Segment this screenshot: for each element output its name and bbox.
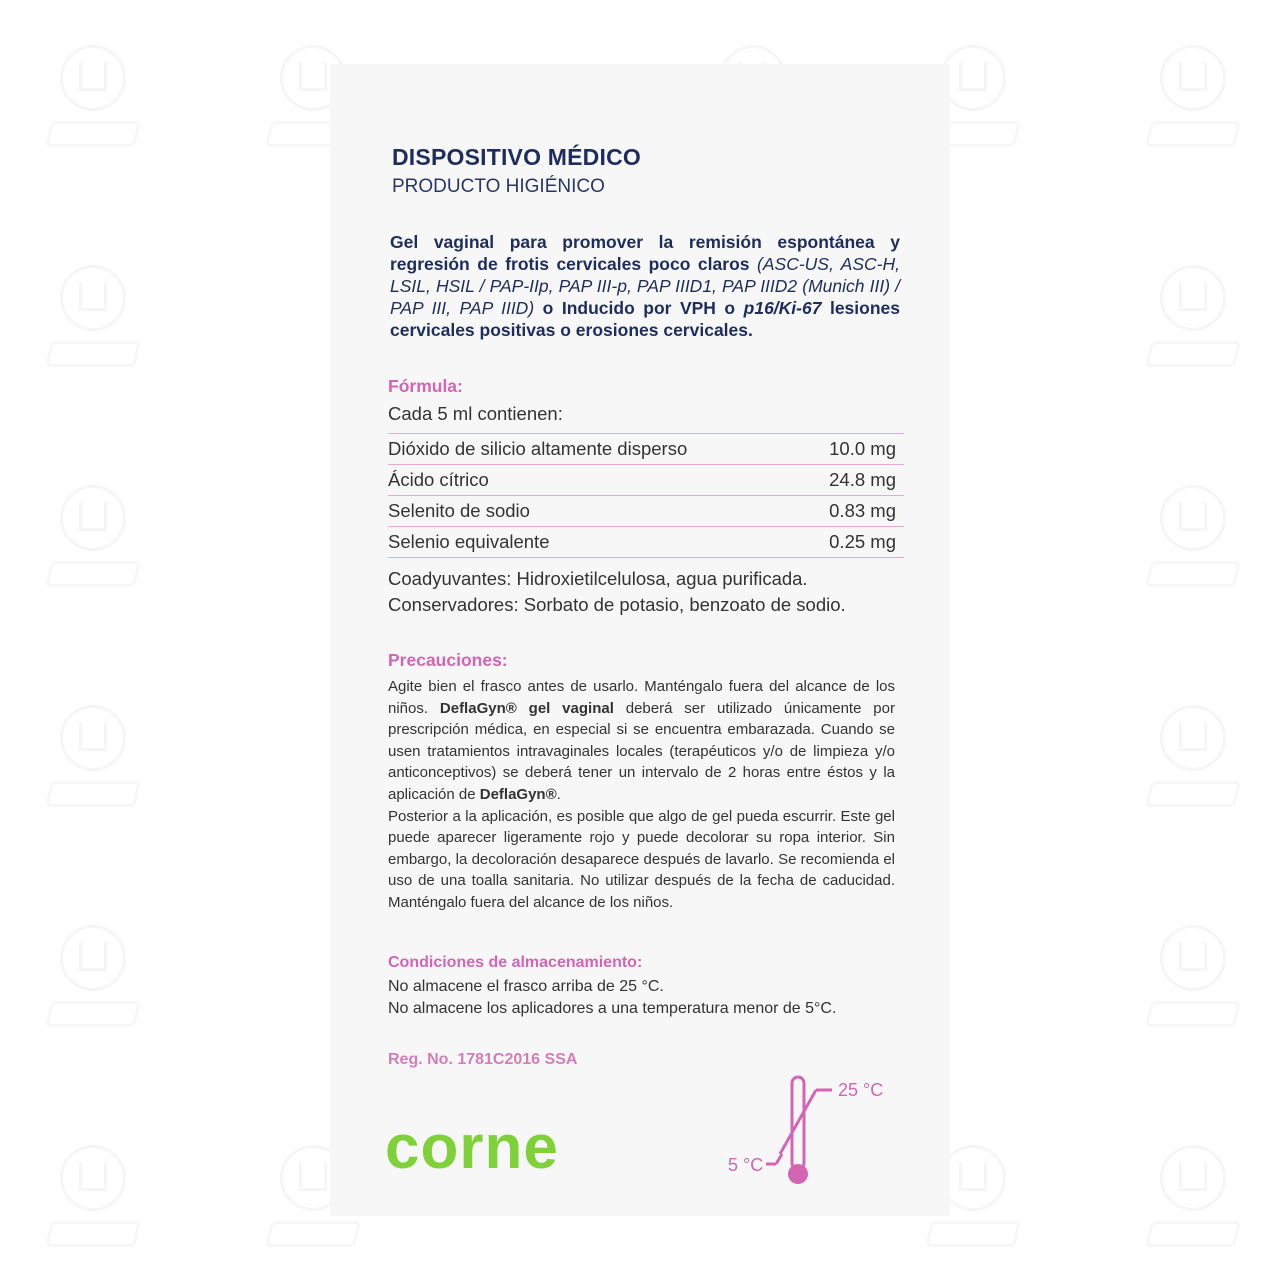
intro-bold-tail: lesiones cervicales positivas o erosiones cervicales. — [390, 298, 900, 340]
pharmacy-seal-watermark-icon — [48, 485, 138, 595]
precautions-heading: Precauciones: — [388, 650, 508, 670]
pharmacy-seal-watermark-icon — [1148, 265, 1238, 375]
pharmacy-seal-watermark-icon — [1148, 1145, 1238, 1255]
precautions-sentence: . — [556, 785, 561, 803]
intro-bold-vph: o Inducido por VPH o — [534, 298, 744, 318]
storage-heading: Condiciones de almacenamiento: — [388, 954, 643, 971]
pharmacy-seal-watermark-icon — [1148, 925, 1238, 1035]
corne-logo: corne — [385, 1113, 559, 1182]
precautions-sentence: deberá ser utilizado únicamente por prescripción médica, en especial si se encuentra embarazada. Cuando se usen tratamientos intravaginales locales (terapéuticos y/o de limpieza y/o anticonceptivos) se deberá tener un intervalo de 2 horas entre éstos y la aplicación de — [388, 699, 895, 803]
excipients-block — [388, 566, 846, 618]
table-row — [388, 464, 904, 495]
page-title: DISPOSITIVO MÉDICO — [392, 144, 641, 170]
pharmacy-seal-watermark-icon — [1148, 485, 1238, 595]
formula-per-dose: Cada 5 ml contienen: — [388, 403, 563, 424]
intro-italic-classes: (ASC-US, ASC-H, LSIL, HSIL / PAP-IIp, PAP III-p, PAP IIID1, PAP IIID2 (Munich III) / PAP III, PAP IIID) — [390, 254, 900, 318]
table-row — [388, 495, 904, 526]
storage-text — [388, 976, 836, 1020]
ingredient-name: Selenio equivalente — [388, 531, 550, 552]
pharmacy-seal-watermark-icon — [48, 265, 138, 375]
coadyuvantes-line: Coadyuvantes: Hidroxietilcelulosa, agua purificada. — [388, 568, 808, 589]
formula-table — [388, 433, 904, 558]
pharmacy-seal-watermark-icon — [48, 1145, 138, 1255]
page-subtitle: PRODUCTO HIGIÉNICO — [392, 176, 605, 197]
ingredient-amount: 0.25 mg — [829, 531, 896, 552]
precautions-sentence: Agite bien el frasco antes de usarlo. Manténgalo fuera del alcance de los niños. — [388, 678, 895, 717]
conservadores-line: Conservadores: Sorbato de potasio, benzoato de sodio. — [388, 594, 846, 615]
pharmacy-seal-watermark-icon — [1148, 705, 1238, 815]
intro-marker: p16/Ki-67 — [743, 298, 822, 318]
intro-paragraph — [390, 231, 900, 341]
precautions-sentence: Posterior a la aplicación, es posible que algo de gel pueda escurrir. Este gel puede aparecer ligeramente rojo y puede decolorar su ropa interior. Sin embargo, la decoloración desaparece después de lavarlo. Se recomienda el uso de una toalla sanitaria. No utilizar después de la fecha de caducidad. Manténgalo fuera del alcance de los niños. — [388, 807, 895, 911]
intro-bold-lead: Gel vaginal para promover la remisión espontánea y regresión de frotis cervicales poco claros — [390, 232, 900, 274]
ingredient-name: Ácido cítrico — [388, 469, 489, 490]
precautions-text — [388, 676, 895, 914]
ingredient-amount: 0.83 mg — [829, 500, 896, 521]
storage-line: No almacene los aplicadores a una temperatura menor de 5°C. — [388, 1000, 837, 1017]
ingredient-name: Dióxido de silicio altamente disperso — [388, 438, 688, 459]
pharmacy-seal-watermark-icon — [48, 45, 138, 155]
formula-heading: Fórmula: — [388, 376, 463, 396]
storage-line: No almacene el frasco arriba de 25 °C. — [388, 978, 664, 995]
ingredient-amount: 10.0 mg — [829, 438, 896, 459]
thermometer-low-label: 5 °C — [728, 1155, 764, 1175]
brand-name: DeflaGyn® — [479, 785, 557, 803]
table-row — [388, 433, 904, 464]
ingredient-name: Selenito de sodio — [388, 500, 530, 521]
pharmacy-seal-watermark-icon — [48, 705, 138, 815]
table-row — [388, 526, 904, 558]
ingredient-amount: 24.8 mg — [829, 469, 896, 490]
pharmacy-seal-watermark-icon — [1148, 45, 1238, 155]
pharmacy-seal-watermark-icon — [48, 925, 138, 1035]
registration-number: Reg. No. 1781C2016 SSA — [388, 1051, 578, 1068]
thermometer-high-label: 25 °C — [838, 1080, 884, 1100]
brand-name: DeflaGyn® gel vaginal — [439, 699, 614, 717]
